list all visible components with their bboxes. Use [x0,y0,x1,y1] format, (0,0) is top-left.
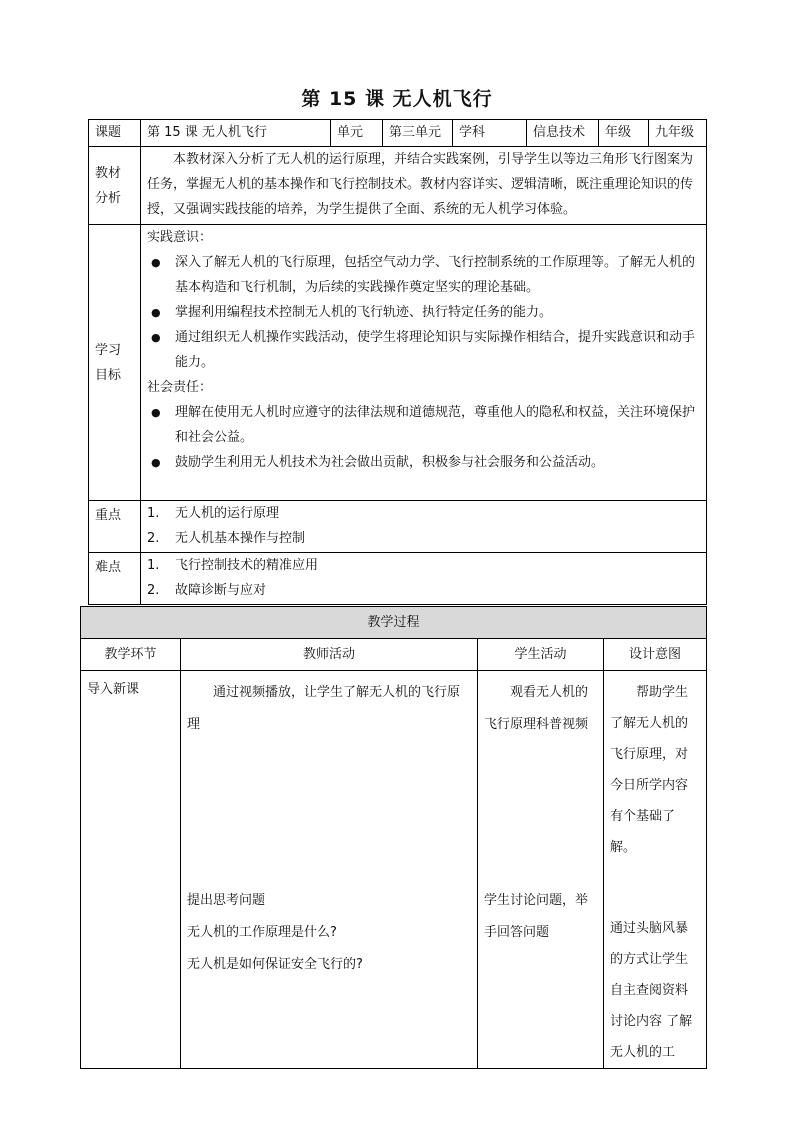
stage-cell: 导入新课 [81,671,181,1069]
list-item: ● 深入了解无人机的飞行原理，包括空气动力学、飞行控制系统的工作原理等。了解无人机的基本构造和飞行机制，为后续的实践操作奠定坚实的理论基础。 [147,250,700,300]
difficulties-row [89,553,707,605]
difficulties-content [141,553,707,605]
analysis-label: 教材分析 [89,147,141,225]
process-heading-row [81,607,707,639]
teaching-process-table [80,606,707,1069]
info-row [89,120,707,147]
key-points-content [141,501,707,553]
process-columns-row [81,639,707,671]
design-intent-cell [604,671,707,1069]
unit-value: 第三单元 [383,120,453,147]
objectives-content [141,225,707,501]
page-title: 第 15 课 无人机飞行 [301,88,493,110]
list-item: ● 通过组织无人机操作实践活动，使学生将理论知识与实际操作相结合，提升实践意识和动手能力。 [147,325,700,375]
analysis-text: 本教材深入分析了无人机的运行原理，并结合实践案例，引导学生以等边三角形飞行图案为任务，掌握无人机的基本操作和飞行控制技术。教材内容详实、逻辑清晰，既注重理论知识的传授，又强调实践技能的培养，为学生提供了全面、系统的无人机学习体验。 [141,147,707,225]
list-item: 1. 飞行控制技术的精准应用 [147,558,319,573]
student-activity-2: 学生讨论问题，举手回答问题 [484,893,589,940]
analysis-row [89,147,707,225]
teacher-activity-cell [181,671,478,1069]
subject-label: 学科 [453,120,527,147]
teacher-activity-1: 通过视频播放，让学生了解无人机的飞行原理 [187,685,461,732]
social-heading: 社会责任： [147,380,213,395]
subject-value: 信息技术 [527,120,599,147]
grade-label: 年级 [599,120,649,147]
column-header: 教学环节 [81,639,181,671]
column-header: 教师活动 [181,639,478,671]
grade-value: 九年级 [649,120,707,147]
teacher-activity-2-q1: 无人机的工作原理是什么? [187,925,337,940]
student-activity-cell [478,671,604,1069]
key-points-row [89,501,707,553]
list-item: 2. 无人机基本操作与控制 [147,531,306,546]
difficulties-label: 难点 [89,553,141,605]
practice-list [147,250,700,375]
list-item: ● 掌握利用编程技术控制无人机的飞行轨迹、执行特定任务的能力。 [147,300,700,325]
table-row [81,671,707,1069]
list-item: 2. 故障诊断与应对 [147,583,267,598]
course-label: 课题 [89,120,141,147]
design-intent-1: 帮助学生了解无人机的飞行原理，对今日所学内容有个基础了解。 [610,685,689,855]
column-header: 学生活动 [478,639,604,671]
lesson-info-table [88,119,707,605]
student-activity-1: 观看无人机的飞行原理科普视频 [484,685,589,732]
unit-label: 单元 [331,120,383,147]
social-list [147,400,700,475]
list-item: ● 鼓励学生利用无人机技术为社会做出贡献，积极参与社会服务和公益活动。 [147,450,700,475]
design-intent-2: 通过头脑风暴的方式让学生自主查阅资料讨论内容 了解无人机的工 [610,921,693,1060]
teacher-activity-2-q2: 无人机是如何保证安全飞行的? [187,957,363,972]
objectives-label: 学习目标 [89,225,141,501]
key-points-label: 重点 [89,501,141,553]
course-value: 第 15 课 无人机飞行 [141,120,331,147]
list-item: 1. 无人机的运行原理 [147,506,280,521]
list-item: ● 理解在使用无人机时应遵守的法律法规和道德规范，尊重他人的隐私和权益，关注环境保护和社会公益。 [147,400,700,450]
practice-heading: 实践意识： [147,230,213,245]
teacher-activity-2-title: 提出思考问题 [187,893,266,908]
column-header: 设计意图 [604,639,707,671]
process-heading: 教学过程 [81,607,707,639]
objectives-row [89,225,707,501]
